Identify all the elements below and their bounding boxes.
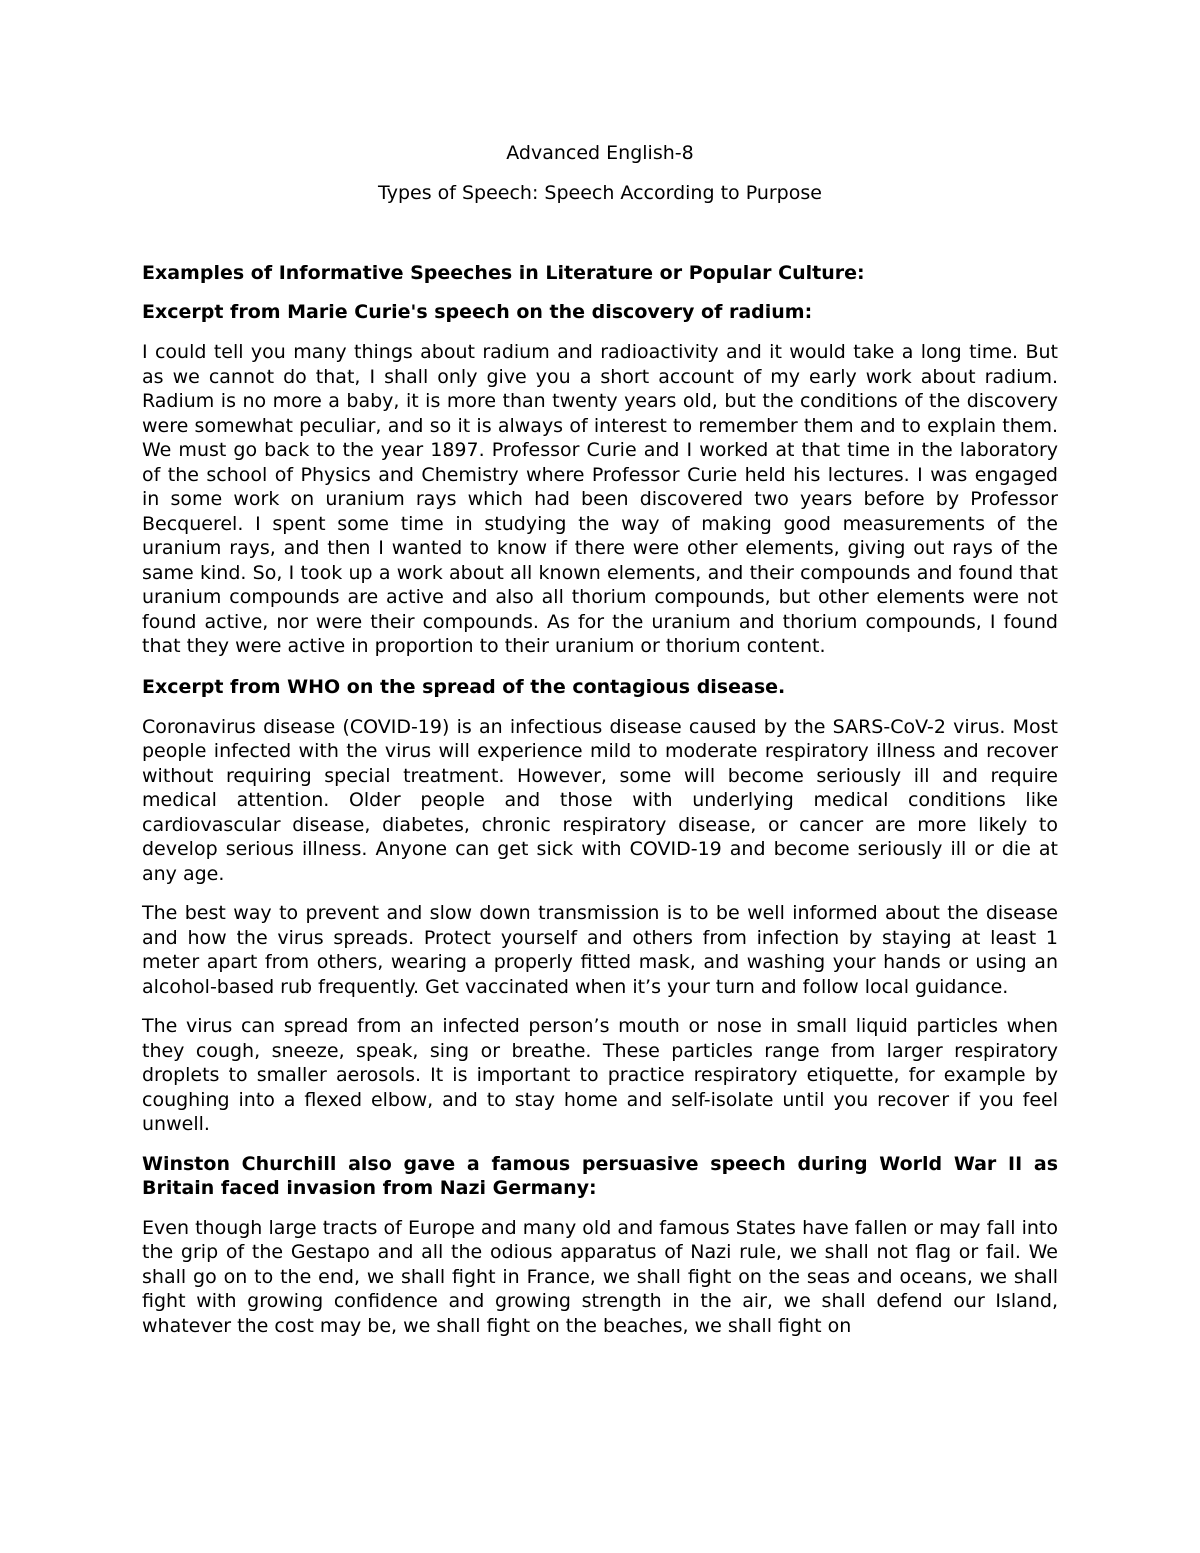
curie-excerpt: I could tell you many things about radium and radioactivity and it would take a long time. But as we cannot do that, I shall only give you a short account of my early work about radium. Radium is no more a baby, it is more than twenty years old, but the conditions of the discovery were somewhat peculiar, and so it is always of interest to remember them and to explain them. We must go back to the year 1897. Professor Curie and I worked at that time in the laboratory of the school of Physics and Chemistry where Professor Curie held his lectures. I was engaged in some work on uranium rays which had been discovered two years before by Professor Becquerel. I spent some time in studying the way of making good measurements of the uranium rays, and then I wanted to know if there were other elements, giving out rays of the same kind. So, I took up a work about all known elements, and their compounds and found that uranium compounds are active and also all thorium compounds, but other elements were not found active, nor were their compounds. As for the uranium and thorium compounds, I found that they were active in proportion to their uranium or thorium content. (142, 341, 1058, 657)
curie-heading: Excerpt from Marie Curie's speech on the discovery of radium: (142, 301, 813, 323)
who-paragraph-2: The best way to prevent and slow down transmission is to be well informed about the disease and how the virus spreads. Protect yourself and others from infection by staying at least 1 meter apart from others, wearing a properly fitted mask, and washing your hands or using an alcohol-based rub frequently. Get vaccinated when it’s your turn and follow local guidance. (142, 902, 1058, 998)
who-paragraph-1: Coronavirus disease (COVID-19) is an infectious disease caused by the SARS-CoV-2 virus. Most people infected with the virus will experience mild to moderate respiratory illness and recover without requiring special treatment. However, some will become seriously ill and require medical attention. Older people and those with underlying medical conditions like cardiovascular disease, diabetes, chronic respiratory disease, or cancer are more likely to develop serious illness. Anyone can get sick with COVID-19 and become seriously ill or die at any age. (142, 715, 1058, 885)
examples-heading: Examples of Informative Speeches in Literature or Popular Culture: (142, 262, 865, 284)
document-subtitle: Types of Speech: Speech According to Purpose (378, 182, 822, 204)
churchill-heading: Winston Churchill also gave a famous persuasive speech during World War II as Britain faced invasion from Nazi Germany: (142, 1152, 1058, 1199)
document-title: Advanced English-8 (506, 142, 694, 164)
document-page (142, 140, 1058, 1353)
churchill-excerpt: Even though large tracts of Europe and many old and famous States have fallen or may fall into the grip of the Gestapo and all the odious apparatus of Nazi rule, we shall not flag or fail. We shall go on to the end, we shall fight in France, we shall fight on the seas and oceans, we shall fight with growing confidence and growing strength in the air, we shall defend our Island, whatever the cost may be, we shall fight on the beaches, we shall fight on (142, 1216, 1058, 1337)
who-paragraph-3: The virus can spread from an infected person’s mouth or nose in small liquid particles when they cough, sneeze, speak, sing or breathe. These particles range from larger respiratory droplets to smaller aerosols. It is important to practice respiratory etiquette, for example by coughing into a flexed elbow, and to stay home and self-isolate until you recover if you feel unwell. (142, 1015, 1058, 1135)
who-heading: Excerpt from WHO on the spread of the contagious disease. (142, 675, 786, 698)
